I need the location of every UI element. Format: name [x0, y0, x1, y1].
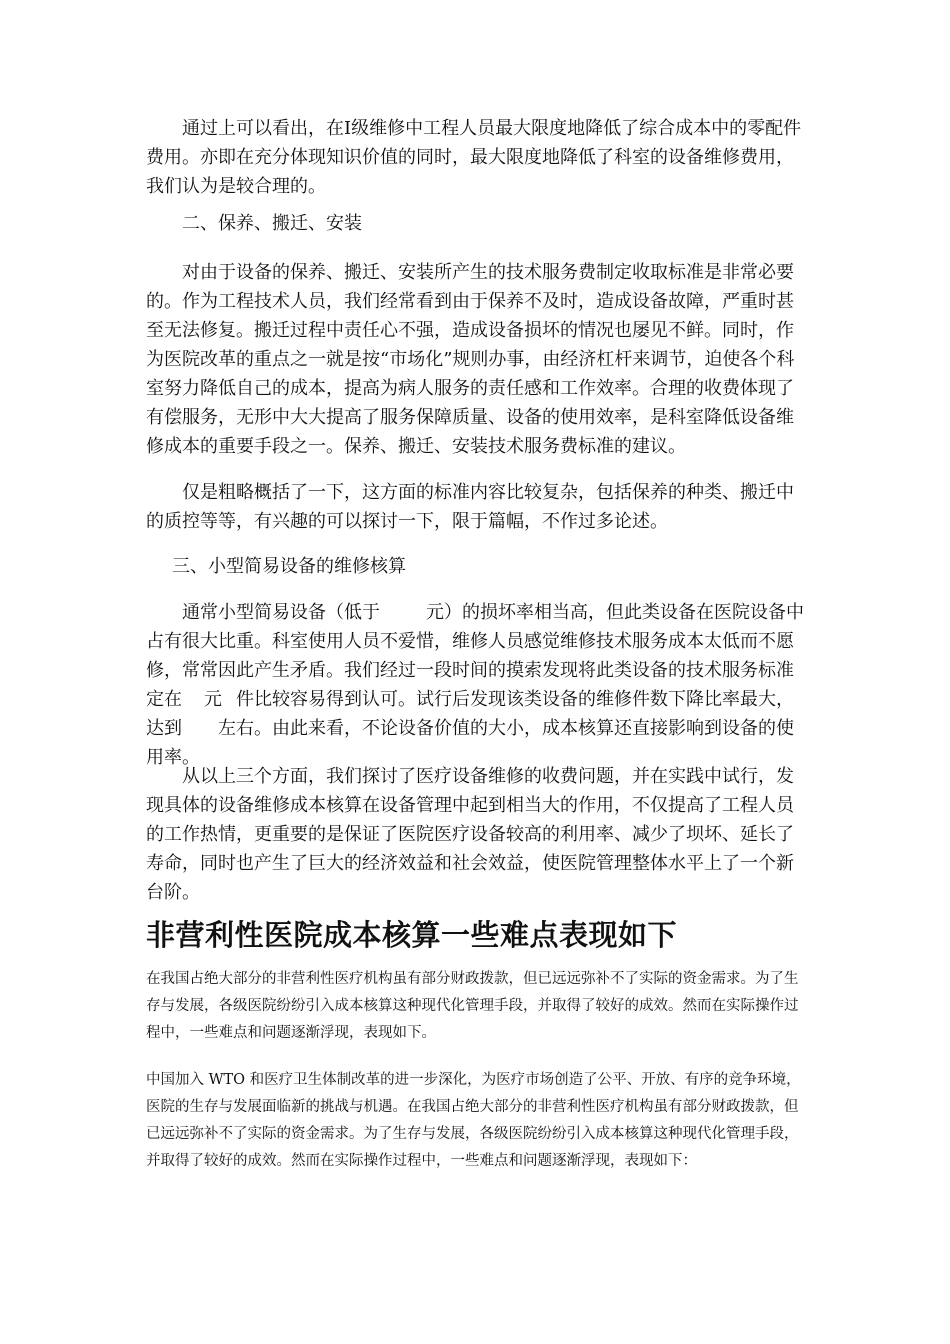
body-paragraph: 对由于设备的保养、搬迁、安装所产生的技术服务费制定收取标准是非常必要的。作为工程技术人员，我们经常看到由于保养不及时，造成设备故障，严重时甚至无法修复。搬迁过程中责任心不强，造成设备损坏的情况也屡见不鲜。同时，作为医院改革的重点之一就是按“市场化”规则办事，由经济杠杆来调节，迫使各个科室努力降低自己的成本，提高为病人服务的责任感和工作效率。合理的收费体现了有偿服务，无形中大大提高了服务保障质量、设备的使用效率，是科室降低设备维修成本的重要手段之一。保养、搬迁、安装技术服务费标准的建议。	[146, 262, 795, 457]
body-paragraph: 仅是粗略概括了一下，这方面的标准内容比较复杂，包括保养的种类、搬迁中的质控等等，有兴趣的可以探讨一下，限于篇幅，不作过多论述。	[146, 482, 794, 532]
body-paragraph: 通过上可以看出，在Ⅰ级维修中工程人员最大限度地降低了综合成本中的零配件费用。亦即在充分体现知识价值的同时，最大限度地降低了科室的设备维修费用，我们认为是较合理的。	[146, 118, 802, 197]
section-heading: 二、保养、搬迁、安装	[182, 213, 362, 234]
section-heading: 三、小型简易设备的维修核算	[172, 556, 406, 577]
paragraph-segment: 元	[204, 689, 222, 710]
paragraph-segment: 元）的损坏率相当高，但此类设备在医院设备中占有很大比重。科室使用人员不爱惜，维修人员感觉维修技术服务成本太低而不愿修，常常因此产生矛盾。我们经过一段时间的摸索发现将此类设备的技术服务标准定在	[146, 602, 804, 710]
body-paragraph: 从以上三个方面，我们探讨了医疗设备维修的收费问题，并在实践中试行，发现具体的设备维修成本核算在设备管理中起到相当大的作用，不仅提高了工程人员的工作热情，更重要的是保证了医院医疗设备较高的利用率、减少了坝坏、延长了寿命，同时也产生了巨大的经济效益和社会效益，使医院管理整体水平上了一个新台阶。	[146, 766, 794, 903]
body-paragraph: 在我国占绝大部分的非营利性医疗机构虽有部分财政拨款，但已远远弥补不了实际的资金需求。为了生存与发展，各级医院纷纷引入成本核算这种现代化管理手段，并取得了较好的成效。然而在实际操作过程中，一些难点和问题逐渐浮现，表现如下。	[146, 971, 799, 1041]
body-paragraph: 中国加入 WTO 和医疗卫生体制改革的进一步深化，为医疗市场创造了公平、开放、有序的竞争环境，医院的生存与发展面临新的挑战与机遇。在我国占绝大部分的非营利性医疗机构虽有部分财政拨款，但已远远弥补不了实际的资金需求。为了生存与发展，各级医院纷纷引入成本核算这种现代化管理手段，并取得了较好的成效。然而在实际操作过程中，一些难点和问题逐渐浮现，表现如下：	[146, 1072, 801, 1169]
paragraph-segment: 通常小型简易设备（低于	[182, 602, 380, 623]
paragraph-segment: 件比较容易得到认可。试行后发现该类设备的维修件数下降比率最大，达到	[146, 689, 794, 739]
paragraph-segment: 左右。由此来看，不论设备价值的大小，成本核算还直接影响到设备的使用率。	[146, 718, 794, 768]
body-paragraph	[146, 598, 806, 772]
article-title: 非营利性医院成本核算一些难点表现如下	[146, 918, 678, 952]
